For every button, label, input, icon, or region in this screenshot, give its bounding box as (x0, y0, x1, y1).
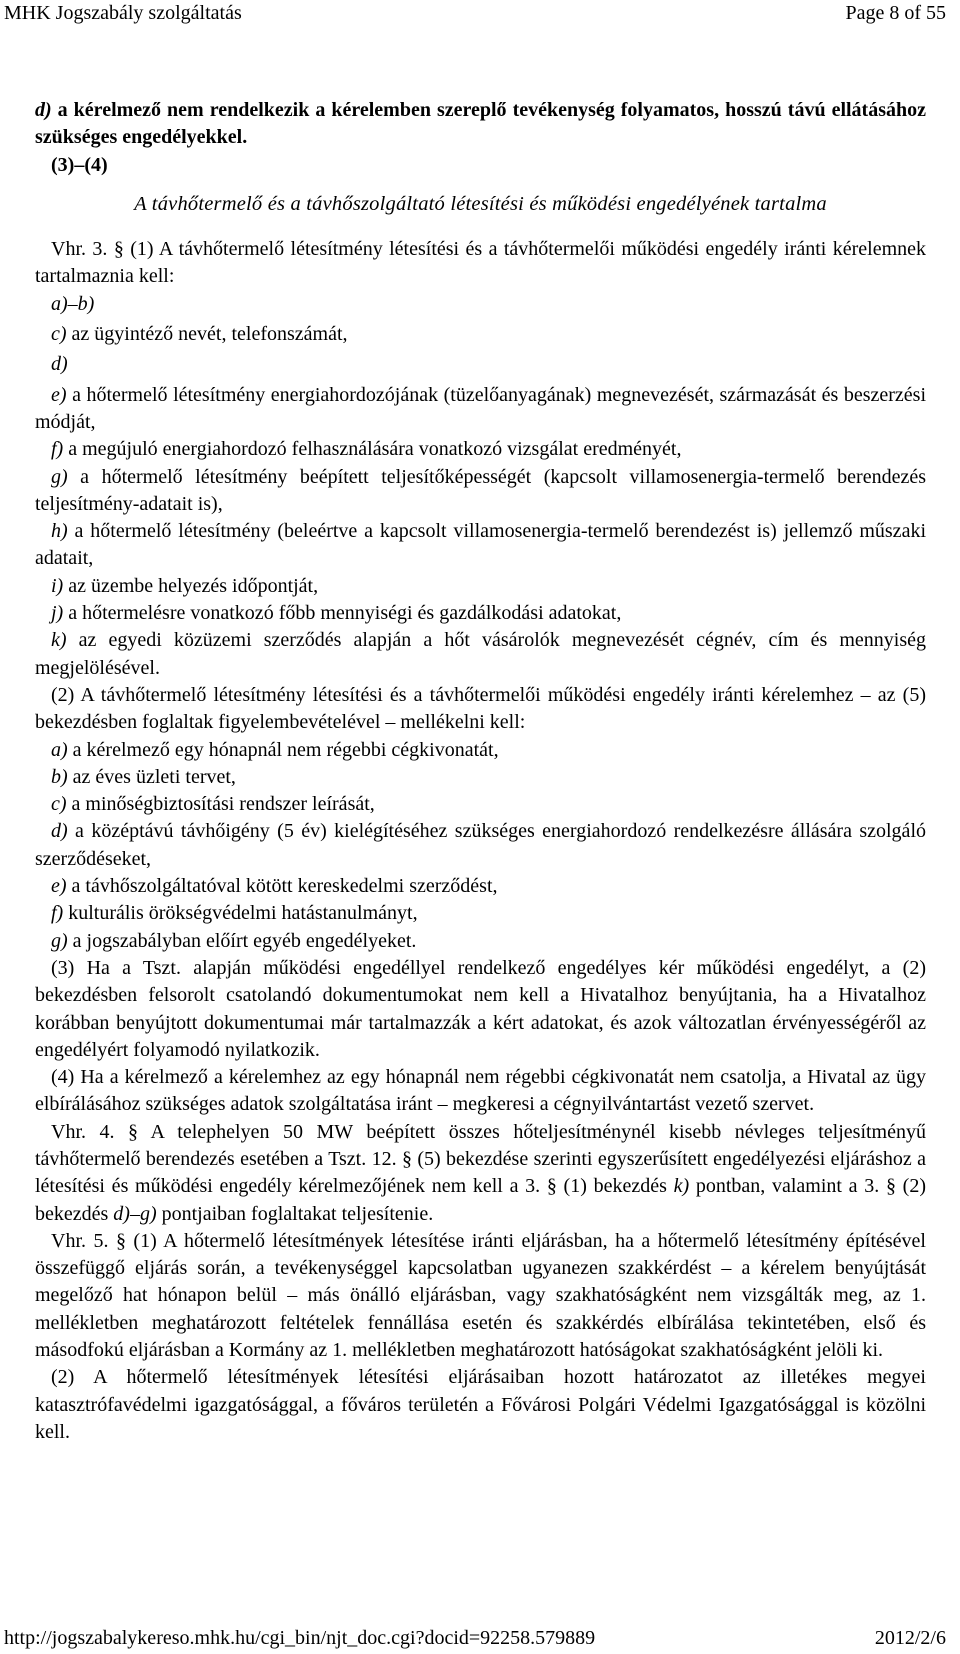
item-text: a hőtermelő létesítmény energiahordozójának (tüzelőanyagának) megnevezését, származását és beszerzési módját, (35, 383, 926, 433)
vhr4-ref-dg: d)–g) (113, 1202, 157, 1225)
vhr3-item-c (35, 321, 926, 348)
item-label: d) (51, 353, 68, 376)
item-label: i) (51, 574, 64, 597)
item-text: a hőtermelő létesítmény beépített teljesítőképességét (kapcsolt villamosenergia-termelő berendezés teljesítmény-adatait is), (35, 465, 926, 515)
vhr3-item-j (35, 600, 926, 627)
vhr3-intro: Vhr. 3. § (1) A távhőtermelő létesítmény létesítési és a távhőtermelői működési engedély iránti kérelemnek tartalmaznia kell: (35, 238, 926, 288)
item-label: g) (51, 465, 68, 488)
paragraph-3-4: (3)–(4) (51, 153, 108, 176)
vhr5-paragraph-1: Vhr. 5. § (1) A hőtermelő létesítmények létesítése iránti eljárásban, ha a hőtermelő létesítmény építésével összefüggő eljárás során, a tevékenységgel kapcsolatban ugyanezen szakkérdést – a kérelem benyújtását megelőző hat hónapon belül – más önálló eljárásban, vagy szakhatóságként nem vizsgálták meg, az 1. mellékletben meghatározott feltételek fennállása esetén és szakkérdés elbírálása tekintetében, első és másodfokú eljárásban a Kormány az 1. mellékletben meghatározott hatóságokat szakhatóságként jelöli ki. (35, 1229, 926, 1362)
item-text: a hőtermelésre vonatkozó főbb mennyiségi és gazdálkodási adatokat, (63, 602, 622, 625)
vhr4-text-2: pontban, valamint a 3. § (2) bekezdés (35, 1175, 926, 1225)
item-text: a jogszabályban előírt egyéb engedélyeket. (67, 929, 417, 952)
paragraph-d-bold (35, 97, 926, 152)
item-text: az ügyintéző nevét, telefonszámát, (66, 323, 348, 346)
vhr3-item-d (35, 351, 926, 378)
item-text: a középtávú távhőigény (5 év) kielégítéséhez szükséges energiahordozó rendelkezésre állására szolgáló szerződéseket, (35, 820, 926, 870)
item-text: a megújuló energiahordozó felhasználására vonatkozó vizsgálat eredményét, (63, 438, 682, 461)
header-page-number: Page 8 of 55 (845, 2, 946, 24)
page-footer (0, 1622, 960, 1654)
item-label: k) (51, 629, 67, 652)
vhr4-paragraph (35, 1119, 926, 1228)
item-label: h) (51, 520, 68, 543)
item-text: a kérelmező nem rendelkezik a kérelemben szereplő tevékenység folyamatos, hosszú távú ellátásához szükséges engedélyekkel. (35, 99, 926, 149)
item-label: a)–b) (51, 292, 95, 315)
vhr3-paragraph-3: (3) Ha a Tszt. alapján működési engedéllyel rendelkező engedélyes kér működési engedélyt, a (2) bekezdésben felsorolt csatolandó dokumentumokat nem kell a Hivatalhoz benyújtania, ha a Hivatalhoz korábban benyújtott dokumentumai már tartalmazzák a kért adatokat, és azok változatlan érvényességéről az engedélyért folyamodó nyilatkozik. (35, 956, 926, 1061)
footer-url: http://jogszabalykereso.mhk.hu/cgi_bin/njt_doc.cgi?docid=92258.579889 (4, 1627, 596, 1649)
item-label: c) (51, 323, 67, 346)
header-site-name: MHK Jogszabály szolgáltatás (4, 2, 242, 24)
item-label: f) (51, 438, 64, 461)
item-label: d) (51, 820, 68, 843)
vhr3-p2-item-a (35, 737, 926, 764)
item-label: g) (51, 929, 68, 952)
item-text: az éves üzleti tervet, (67, 765, 236, 788)
item-text: a kérelmező egy hónapnál nem régebbi cégkivonatát, (67, 738, 499, 761)
vhr3-item-g (35, 464, 926, 519)
vhr3-p2-item-f (35, 900, 926, 927)
item-text: kulturális örökségvédelmi hatástanulmányt, (63, 902, 418, 925)
item-label: e) (51, 383, 67, 406)
footer-date: 2012/2/6 (874, 1627, 946, 1649)
document-body (35, 97, 926, 1446)
vhr3-item-ab (35, 291, 926, 318)
item-text: a minőségbiztosítási rendszer leírását, (66, 793, 375, 816)
item-text: a hőtermelő létesítmény (beleértve a kapcsolt villamosenergia-termelő berendezést is) jellemző műszaki adatait, (35, 520, 926, 570)
vhr3-p2-item-b (35, 764, 926, 791)
item-label: j) (51, 602, 64, 625)
vhr3-p2-item-d (35, 818, 926, 873)
vhr3-paragraph-2-intro: (2) A távhőtermelő létesítmény létesítési és a távhőtermelői működési engedély iránti kérelemhez – az (5) bekezdésben foglaltak figyelembevételével – mellékelni kell: (35, 683, 926, 734)
item-text: a távhőszolgáltatóval kötött kereskedelmi szerződést, (66, 875, 498, 898)
vhr4-text-1: Vhr. 4. § A telephelyen 50 MW beépített összes hőteljesítménynél kisebb névleges teljesítményű távhőtermelő berendezés esetében a Tszt. 12. § (5) bekezdése szerinti egyszerűsített engedélyezési eljáráshoz a létesítési és működési engedély kérelmezőjének nem kell a 3. § (1) bekezdés (35, 1120, 926, 1198)
vhr3-item-i (35, 573, 926, 600)
item-label: d) (35, 99, 52, 121)
item-label: b) (51, 765, 68, 788)
item-text: az üzembe helyezés időpontját, (63, 574, 319, 597)
item-label: c) (51, 793, 67, 816)
vhr3-p2-item-e (35, 873, 926, 900)
item-label: a) (51, 738, 68, 761)
section-title: A távhőtermelő és a távhőszolgáltató létesítési és működési engedélyének tartalma (134, 192, 827, 215)
item-text: az egyedi közüzemi szerződés alapján a hőt vásárolók megnevezését cégnév, cím és mennyiség megjelölésével. (35, 629, 926, 679)
page-header (0, 0, 960, 28)
vhr3-paragraph-4: (4) Ha a kérelmező a kérelemhez az egy hónapnál nem régebbi cégkivonatát nem csatolja, a Hivatal az ügy elbírálásához szükséges adatok szolgáltatása iránt – megkeresi a cégnyilvántartást vezető szervet. (35, 1066, 926, 1116)
item-label: e) (51, 875, 67, 898)
vhr4-text-3: pontjaiban foglaltakat teljesítenie. (156, 1202, 434, 1225)
vhr3-item-f (35, 436, 926, 463)
vhr3-item-k (35, 627, 926, 682)
item-label: f) (51, 902, 64, 925)
vhr4-ref-k: k) (673, 1175, 690, 1198)
vhr5-paragraph-2: (2) A hőtermelő létesítmények létesítési eljárásaiban hozott határozatot az illetékes megyei katasztrófavédelmi igazgatósággal, a főváros területén a Fővárosi Polgári Védelmi Igazgatósággal is közölni kell. (35, 1366, 926, 1443)
vhr3-p2-item-g (35, 928, 926, 955)
vhr3-item-e (35, 382, 926, 437)
vhr3-p2-item-c (35, 791, 926, 818)
vhr3-item-h (35, 518, 926, 573)
